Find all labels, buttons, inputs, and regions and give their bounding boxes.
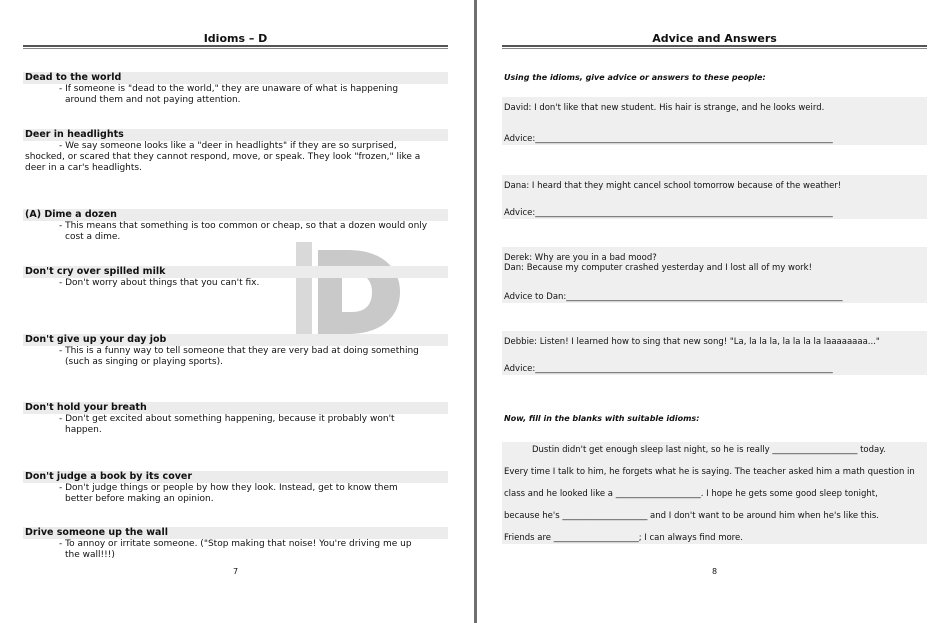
instruction-advice: Using the idioms, give advice or answers to these people: — [504, 73, 766, 82]
definition-line: better before making an opinion. — [65, 494, 214, 504]
definition-line: - Don't judge things or people by how they look. Instead, get to know them — [59, 483, 398, 493]
idiom-heading: Don't hold your breath — [23, 402, 448, 414]
scenario-box — [502, 97, 927, 145]
idiom-definition — [25, 141, 445, 174]
definition-line: cost a dime. — [65, 232, 121, 242]
title-rule-thin — [502, 48, 927, 49]
idiom-heading: (A) Dime a dozen — [23, 209, 448, 221]
idiom-definition — [25, 414, 445, 436]
idiom-definition — [25, 346, 445, 368]
scenario-line: Debbie: Listen! I learned how to sing that new song! "La, la la la, la la la la laaaaaaaa..." — [504, 337, 880, 347]
page-number: 8 — [712, 567, 718, 576]
definition-line: - To annoy or irritate someone. ("Stop making that noise! You're driving me up — [59, 539, 412, 549]
scenario-line: Derek: Why are you in a bad mood? — [504, 253, 657, 263]
fill-line[interactable]: Dustin didn't get enough sleep last night, so he is really ____________________ today. — [532, 445, 886, 455]
advice-answer-line[interactable]: Advice:______________________________________________________________________ — [504, 364, 833, 374]
definition-line: - We say someone looks like a "deer in headlights" if they are so surprised, — [59, 141, 397, 151]
scenario-line: David: I don't like that new student. His hair is strange, and he looks weird. — [504, 103, 825, 113]
fill-line[interactable]: Friends are ____________________; I can always find more. — [504, 533, 743, 543]
idiom-heading: Don't cry over spilled milk — [23, 266, 448, 278]
scenario-box — [502, 175, 927, 219]
definition-line: the wall!!!) — [65, 550, 115, 560]
definition-line: (such as singing or playing sports). — [65, 357, 223, 367]
idiom-definition — [25, 221, 445, 243]
title-rule — [23, 45, 448, 47]
right-page — [477, 0, 950, 623]
fill-line[interactable]: class and he looked like a ____________________. I hope he gets some good sleep tonight, — [504, 489, 878, 499]
definition-line: - Don't get excited about something happening, because it probably won't — [59, 414, 395, 424]
fill-in-paragraph — [502, 442, 927, 544]
page-title: Advice and Answers — [652, 32, 777, 45]
definition-line: around them and not paying attention. — [65, 95, 241, 105]
scenario-box — [502, 331, 927, 375]
idiom-definition — [25, 483, 445, 505]
idiom-definition — [25, 539, 445, 561]
definition-line: - Don't worry about things that you can't fix. — [59, 278, 260, 288]
advice-answer-line[interactable]: Advice:______________________________________________________________________ — [504, 134, 833, 144]
idiom-definition — [25, 84, 445, 106]
idiom-heading: Dead to the world — [23, 72, 448, 84]
fill-line[interactable]: because he's ____________________ and I don't want to be around him when he's like this. — [504, 511, 879, 521]
page-number: 7 — [233, 567, 239, 576]
definition-line: - This means that something is too common or cheap, so that a dozen would only — [59, 221, 428, 231]
title-rule-thin — [23, 48, 448, 49]
instruction-fill-blanks: Now, fill in the blanks with suitable idioms: — [504, 414, 700, 423]
title-rule — [502, 45, 927, 47]
page-title: Idioms – D — [203, 32, 268, 45]
idiom-heading: Don't give up your day job — [23, 334, 448, 346]
idiom-definition — [25, 278, 445, 289]
definition-line: - If someone is "dead to the world," they are unaware of what is happening — [59, 84, 399, 94]
left-page — [0, 0, 474, 623]
definition-line: deer in a car's headlights. — [25, 163, 142, 173]
scenario-line: Dan: Because my computer crashed yesterday and I lost all of my work! — [504, 263, 813, 273]
definition-line: - This is a funny way to tell someone that they are very bad at doing something — [59, 346, 419, 356]
definition-line: happen. — [65, 425, 102, 435]
scenario-line: Dana: I heard that they might cancel school tomorrow because of the weather! — [504, 181, 842, 191]
scenario-box — [502, 247, 927, 303]
advice-answer-line[interactable]: Advice:______________________________________________________________________ — [504, 208, 833, 218]
advice-answer-line[interactable]: Advice to Dan:_________________________________________________________________ — [504, 292, 843, 302]
definition-line: shocked, or scared that they cannot respond, move, or speak. They look "frozen," like a — [25, 152, 421, 162]
idiom-heading: Don't judge a book by its cover — [23, 471, 448, 483]
idiom-heading: Drive someone up the wall — [23, 527, 448, 539]
fill-line: Every time I talk to him, he forgets what he is saying. The teacher asked him a math question in — [504, 467, 915, 477]
idiom-heading: Deer in headlights — [23, 129, 448, 141]
